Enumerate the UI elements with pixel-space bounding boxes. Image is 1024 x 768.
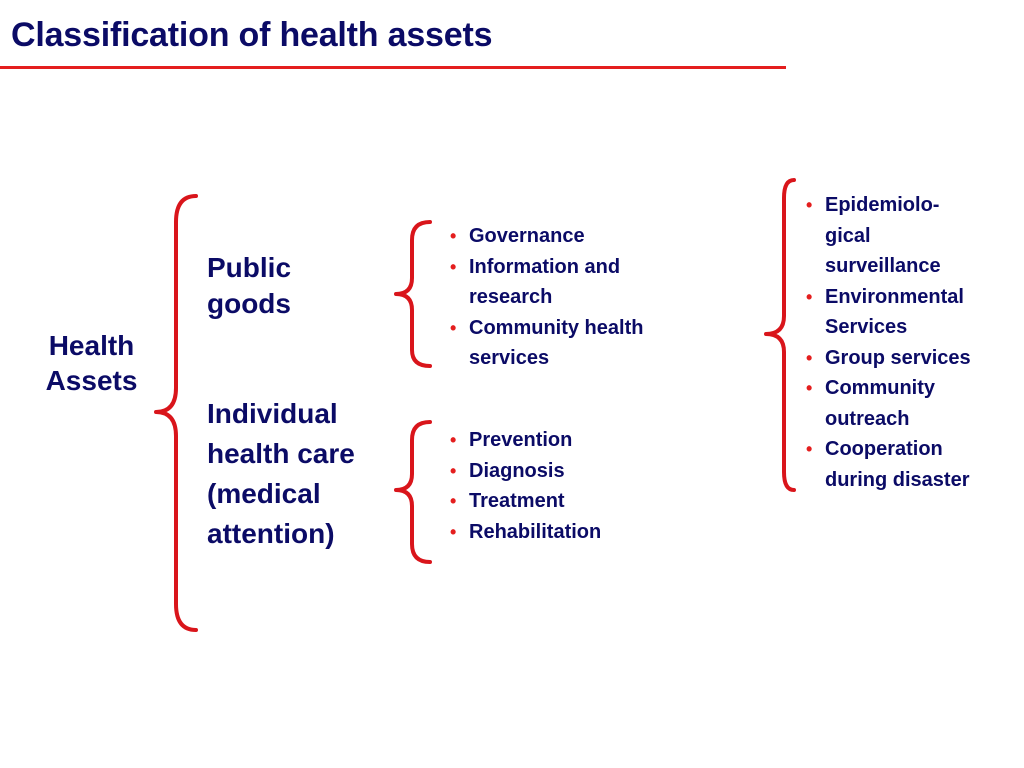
list-item-rehabilitation: [447, 517, 707, 548]
list-item-line: • Group services: [825, 346, 971, 369]
public-goods-line: goods: [207, 288, 291, 319]
public-goods-list: [447, 221, 717, 374]
list-item-governance: [447, 221, 717, 252]
list-item-line: • Rehabilitation: [469, 520, 602, 543]
list-item-line: • Community health: [469, 316, 644, 339]
community-services-list: [803, 190, 1018, 495]
public-goods-label: [207, 250, 367, 322]
list-item-line: • Epidemiolo-: [825, 194, 940, 216]
list-item-environmental-services: [803, 282, 1018, 343]
community-services-brace: [766, 180, 794, 490]
individual-care-line: (medical: [207, 478, 321, 509]
list-item-line: • Governance: [469, 225, 585, 247]
list-item-line: • Prevention: [469, 429, 573, 451]
list-item-line: surveillance: [825, 255, 941, 277]
list-item-prevention: [447, 425, 707, 456]
health-assets-line: Health: [48, 330, 135, 361]
list-item-line: research: [469, 286, 553, 308]
list-item-community-health-services: [447, 313, 717, 374]
list-item-line: during disaster: [825, 468, 970, 491]
individual-care-list: [447, 425, 707, 547]
individual-health-care-label: [207, 394, 407, 554]
individual-care-line: Individual: [207, 398, 338, 429]
main-brace: [156, 196, 196, 630]
list-item-line: gical: [825, 224, 871, 247]
health-assets-label: [34, 328, 149, 398]
list-item-information-research: [447, 252, 717, 313]
list-item-treatment: [447, 486, 707, 517]
list-item-community-outreach: [803, 373, 1018, 434]
list-item-cooperation-disaster: [803, 434, 1018, 495]
list-item-epidemiological-surveillance: [803, 190, 1018, 282]
list-item-group-services: [803, 343, 1018, 374]
list-item-line: • Community: [825, 377, 935, 399]
list-item-line: • Diagnosis: [469, 459, 565, 482]
list-item-line: • Treatment: [469, 490, 565, 512]
list-item-line: services: [469, 347, 550, 369]
list-item-line: • Information and: [469, 255, 621, 278]
public-goods-line: Public: [207, 252, 292, 283]
list-item-line: Services: [825, 316, 908, 338]
list-item-line: • Environmental: [825, 285, 964, 308]
individual-care-line: attention): [207, 518, 335, 549]
individual-care-line: health care: [207, 438, 355, 469]
slide-title: Classification of health assets: [11, 16, 493, 54]
list-item-diagnosis: [447, 456, 707, 487]
health-assets-line: Assets: [45, 365, 138, 396]
list-item-line: outreach: [825, 407, 910, 430]
list-item-line: • Cooperation: [825, 438, 943, 460]
public-goods-brace: [396, 222, 430, 366]
